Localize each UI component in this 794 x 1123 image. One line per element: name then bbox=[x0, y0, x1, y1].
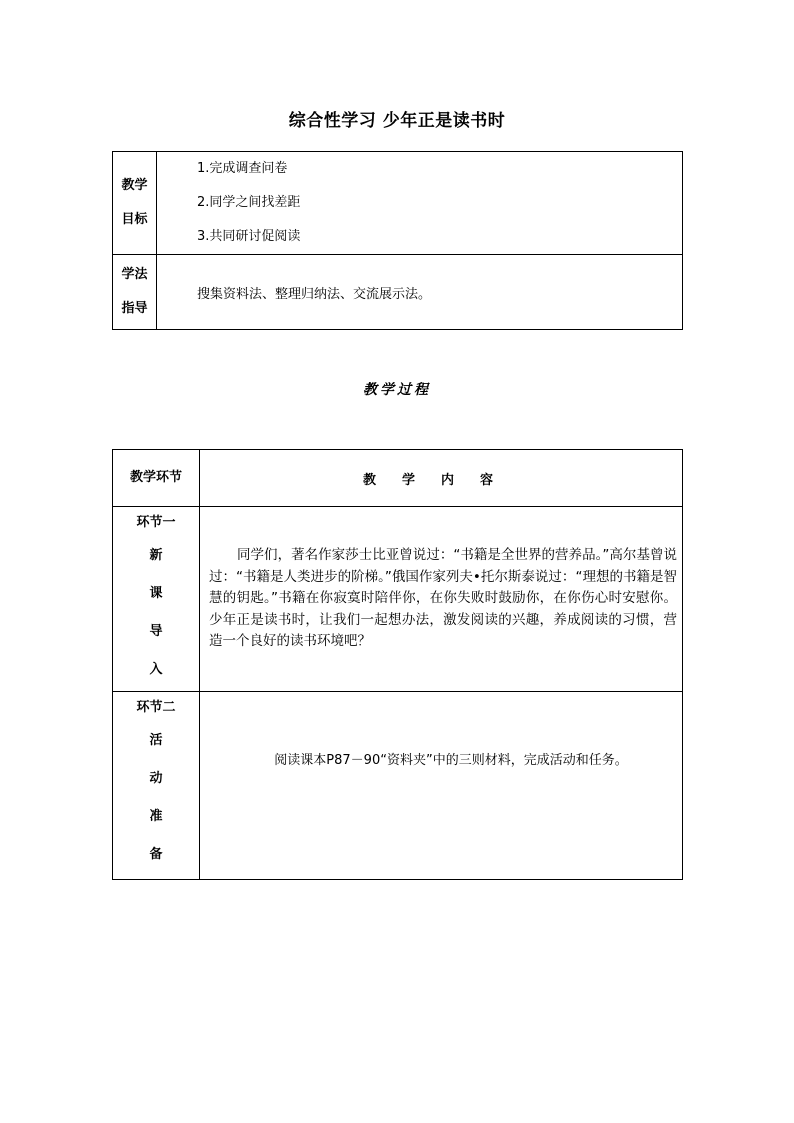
process-title: 教学过程 bbox=[363, 382, 431, 398]
content-column-header: 教学内容 bbox=[200, 450, 683, 507]
goals-list bbox=[157, 152, 683, 255]
stage-content: 同学们，著名作家莎士比亚曾说过：“书籍是全世界的营养品。”高尔基曾说过：“书籍是人类进步的阶梯。”俄国作家列夫•托尔斯泰说过：“理想的书籍是智慧的钥匙。”书籍在你寂寞时陪伴你，在你失败时鼓励你，在你伤心时安慰你。少年正是读书时，让我们一起想办法，激发阅读的兴趣，养成阅读的习惯，营造一个良好的读书环境吧？ bbox=[200, 507, 683, 692]
stage-char: 准 bbox=[149, 809, 163, 824]
stage-char: 课 bbox=[149, 586, 163, 601]
stage-cell bbox=[113, 692, 200, 880]
goals-table bbox=[112, 151, 683, 330]
stage-char: 新 bbox=[149, 548, 163, 563]
document-title: 综合性学习 少年正是读书时 bbox=[288, 111, 506, 131]
method-text: 搜集资料法、整理归纳法、交流展示法。 bbox=[157, 255, 683, 330]
stage-cell bbox=[113, 507, 200, 692]
goal-item: 2.同学之间找差距 bbox=[197, 195, 301, 210]
goals-label-line: 教学 bbox=[121, 178, 148, 193]
stage-char: 导 bbox=[149, 624, 163, 639]
stage-row bbox=[113, 692, 683, 880]
stage-char: 活 bbox=[149, 733, 163, 748]
stage-char: 入 bbox=[149, 662, 163, 677]
goal-item: 1.完成调查问卷 bbox=[197, 161, 288, 176]
goal-item: 3.共同研讨促阅读 bbox=[197, 229, 301, 244]
stage-char: 动 bbox=[149, 771, 163, 786]
stage-name: 环节二 bbox=[136, 700, 176, 715]
stage-column-header: 教学环节 bbox=[113, 450, 200, 507]
stage-char: 备 bbox=[149, 847, 163, 862]
process-header-row bbox=[113, 450, 683, 507]
goals-row bbox=[113, 152, 683, 255]
method-label-line: 指导 bbox=[121, 301, 148, 316]
stage-row bbox=[113, 507, 683, 692]
goals-label-line: 目标 bbox=[121, 212, 148, 227]
method-label bbox=[113, 255, 157, 330]
stage-name: 环节一 bbox=[136, 515, 176, 530]
goals-label bbox=[113, 152, 157, 255]
method-row bbox=[113, 255, 683, 330]
method-label-line: 学法 bbox=[121, 267, 148, 282]
process-table bbox=[112, 449, 683, 880]
stage-content: 阅读课本P87－90“资料夹”中的三则材料，完成活动和任务。 bbox=[200, 692, 683, 880]
